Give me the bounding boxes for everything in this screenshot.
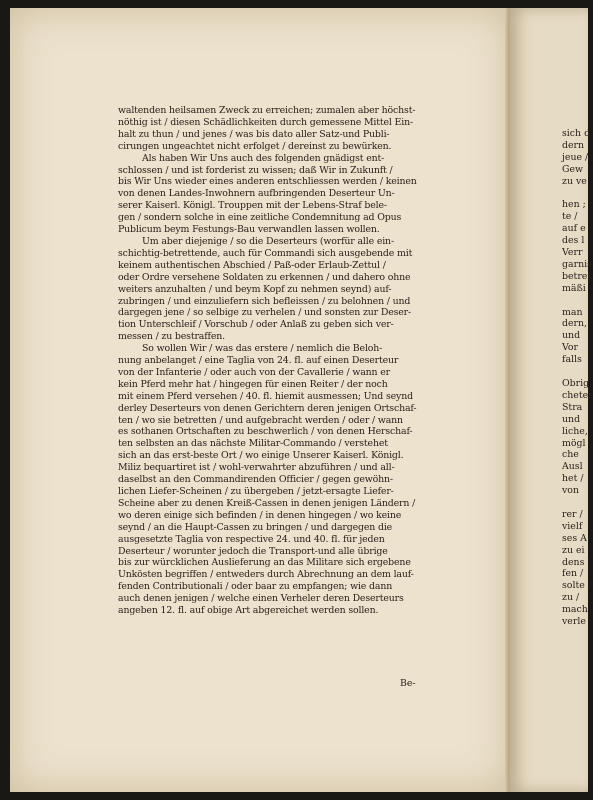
right-text-fragment: Ausl <box>562 461 583 473</box>
paragraph-gap <box>562 295 588 307</box>
text-line: wo deren einige sich befinden / in denen hingegen / wo keine <box>118 509 402 521</box>
right-text-fragment: Gew <box>562 163 584 175</box>
right-text-fragment: hen ; <box>562 199 586 211</box>
text-line: keinem authentischen Abschied / Paß-oder Erlaub-Zettul / <box>118 259 386 271</box>
right-text-fragment: jeue / <box>562 151 589 163</box>
text-line: Scheine aber zu denen Kreiß-Cassen in denen jenigen Ländern / <box>118 497 416 509</box>
text-line: Als haben Wir Uns auch des folgenden gnädigst ent- <box>142 152 385 164</box>
paragraph-gap <box>562 497 588 509</box>
right-text-fragment: zu ve <box>562 175 587 187</box>
text-line: bis Wir Uns wieder eines anderen entschliessen werden / keinen <box>118 176 417 188</box>
right-text-fragment: fen / <box>562 568 584 580</box>
body-text <box>118 105 440 617</box>
catchword: Be- <box>400 678 416 689</box>
text-line: seynd / an die Haupt-Cassen zu bringen / und dargegen die <box>118 521 393 533</box>
text-line: Um aber diejenige / so die Deserteurs (worfür alle ein- <box>142 235 394 247</box>
text-line: nöthig ist / diesen Schädlichkeiten durch gemessene Mittel Ein- <box>118 116 414 128</box>
right-text-fragment: mach <box>562 604 588 616</box>
text-line: halt zu thun / und jenes / was bis dato aller Satz-und Publi- <box>118 128 390 140</box>
right-text-fragment: zu / <box>562 592 580 604</box>
right-text-fragment: che <box>562 449 579 461</box>
right-text-fragment: dern, <box>562 318 588 330</box>
text-line: kein Pferd mehr hat / hingegen für einen Reiter / der noch <box>118 378 388 390</box>
text-line: sich an das erst-beste Ort / wo einige Unserer Kaiserl. Königl. <box>118 450 404 462</box>
text-line: lichen Liefer-Scheinen / zu übergeben / jetzt-ersagte Liefer- <box>118 486 394 497</box>
right-text-fragment: sich d <box>562 128 591 139</box>
text-line: oder Ordre versehene Soldaten zu erkennen / und dahero ohne <box>118 271 411 283</box>
paragraph-gap <box>562 188 588 200</box>
right-text-fragment: Verr <box>562 247 583 259</box>
right-text-fragment: zu ei <box>562 544 585 556</box>
right-text-fragment: verle <box>562 616 586 628</box>
right-text-fragment: rer / <box>562 508 583 520</box>
right-text-fragment: cheter <box>562 389 593 401</box>
text-line: fenden Contributionali / oder baar zu empfangen; wie dann <box>118 581 393 593</box>
text-line: ten / wo sie betretten / und aufgebracht werden / oder / wann <box>118 414 403 426</box>
text-line: tion Unterschleif / Vorschub / oder Anlaß zu geben sich ver- <box>118 319 394 331</box>
text-line: schlossen / und ist forderist zu wissen; daß Wir in Zukunft / <box>118 164 393 176</box>
text-line: daselbst an den Commandirenden Officier / gegen gewöhn- <box>118 474 393 486</box>
right-text-fragment: mäßi <box>562 282 586 294</box>
text-line: es sothanen Ortschaften zu beschwerlich / von denen Herschaf- <box>118 426 413 438</box>
right-text-fragment: und <box>562 413 581 425</box>
text-line: dargegen jene / so selbige zu verhelen / und sonsten zur Deser- <box>118 307 411 319</box>
text-line: zubringen / und einzuliefern sich befleissen / zu belohnen / und <box>118 295 411 307</box>
right-text-fragment: het / <box>562 473 584 485</box>
right-page-fragments <box>562 128 593 628</box>
right-text-fragment: dern <box>562 139 585 151</box>
text-line: bis zur würcklichen Auslieferung an das Militare sich ergebene <box>118 557 411 569</box>
text-line: von denen Landes-Inwohnern aufbringenden Deserteur Un- <box>118 188 395 200</box>
text-line: schichtig-betrettende, auch für Commandi sich ausgebende mit <box>118 247 413 259</box>
text-line: waltenden heilsamen Zweck zu erreichen; zumalen aber höchst- <box>118 105 416 116</box>
text-line: serer Kaiserl. Königl. Trouppen mit der Lebens-Straf bele- <box>118 200 387 212</box>
right-text-fragment: des l <box>562 235 585 247</box>
right-text-fragment: Obrig <box>562 377 590 389</box>
right-text-fragment: betret <box>562 270 592 282</box>
text-line: nung anbelanget / eine Taglia von 24. fl. auf einen Deserteur <box>118 355 399 367</box>
right-text-fragment: te / <box>562 211 578 223</box>
text-line: auch denen jenigen / welche einen Verheler deren Deserteurs <box>118 593 404 605</box>
right-text-fragment: Stra <box>562 401 583 413</box>
text-line: derley Deserteurs von denen Gerichtern deren jenigen Ortschaf- <box>118 402 417 414</box>
text-line: ausgesetzte Taglia von respective 24. und 40. fl. für jeden <box>118 533 385 545</box>
text-line: Unkösten begriffen / entweders durch Abrechnung an dem lauf- <box>118 569 414 581</box>
right-text-fragment: ses A <box>562 532 587 544</box>
text-line: ten selbsten an das nächste Militar-Commando / verstehet <box>118 438 388 450</box>
text-line: Miliz bequartiret ist / wohl-verwahrter abzuführen / und all- <box>118 462 395 474</box>
right-text-fragment: Vor <box>562 342 579 354</box>
text-line: von der Infanterie / oder auch von der Cavallerie / wann er <box>118 366 390 378</box>
text-line: mit einem Pferd versehen / 40. fl. hiemit ausmessen; Und seynd <box>118 390 413 402</box>
right-text-fragment: von <box>562 485 579 497</box>
right-text-fragment: vielf <box>562 520 583 532</box>
text-line: gen / sondern solche in eine zeitliche Condemnitung ad Opus <box>118 212 402 224</box>
right-text-fragment: mögl <box>562 437 586 449</box>
paragraph-gap <box>562 366 588 378</box>
text-line: messen / zu bestraffen. <box>118 331 225 343</box>
right-text-fragment: dens <box>562 556 585 568</box>
right-text-fragment: und <box>562 330 581 342</box>
text-line: Publicum beym Festungs-Bau verwandlen lassen wollen. <box>118 224 380 236</box>
right-text-fragment: garnis <box>562 258 592 270</box>
right-text-fragment: man <box>562 306 583 318</box>
text-line: weiters anzuhalten / und beym Kopf zu nehmen seynd) auf- <box>118 283 392 295</box>
right-text-fragment: liche, <box>562 425 588 437</box>
text-line: So wollen Wir / was das erstere / nemlich die Beloh- <box>142 343 383 355</box>
right-text-fragment: solte / <box>562 580 591 592</box>
right-text-fragment: auf e <box>562 223 586 235</box>
right-text-fragment: falls <box>562 354 582 366</box>
text-line: cirungen ungeachtet nicht erfolget / dereinst zu bewürken. <box>118 140 392 152</box>
text-line: Deserteur / worunter jedoch die Transport-und alle übrige <box>118 545 388 557</box>
text-line: angeben 12. fl. auf obige Art abgereichet werden sollen. <box>118 605 379 617</box>
